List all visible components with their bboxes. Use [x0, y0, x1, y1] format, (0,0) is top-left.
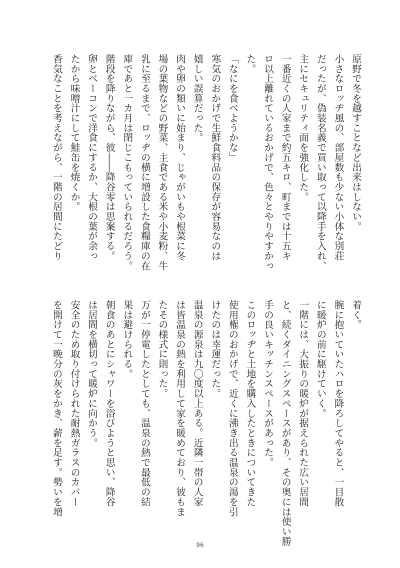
text-line: 卵とベーコンで洋食にするか、大根の葉が余っ — [86, 54, 98, 261]
text-line: 着く。 — [350, 300, 361, 330]
upper-text-block — [47, 54, 364, 276]
text-line: 香気なことを考えながら、一階の居間にたどり — [50, 54, 62, 261]
text-line: 小さなロッヂ風の、部屋数も少ない小体な別荘 — [332, 54, 344, 261]
text-line: たから味噌汁にして鮭缶を焼くか。 — [68, 54, 80, 212]
text-line: けたのは幸運だった。 — [209, 300, 221, 399]
text-line: 温泉の源泉は九〇度以上ある。近隣一帯の人家 — [191, 300, 203, 507]
text-line: ロ以上離れているおかげで、色々とやりやすかっ — [262, 54, 274, 271]
text-line: 肉や卵の類いに始まり、じゃがいもや根菜に冬 — [174, 54, 186, 261]
text-line: 場の葉物などの野菜、主食である米や小麦粉、牛 — [156, 54, 168, 271]
text-line: た。 — [244, 54, 256, 74]
text-line: 階段を降りながら、彼――降谷零は思案する。 — [103, 54, 115, 261]
text-line: は皆温泉の熱を利用して家を暖めており、彼もま — [174, 300, 186, 517]
text-line: 乳に至るまで、ロッヂの横に増設した食糧庫の在 — [138, 54, 150, 271]
text-line: 使用権のおかげで、近くに沸き出る温泉の湯を引 — [226, 300, 238, 517]
text-line: 朝食のあとにシャワーを浴びようと思い、降谷 — [103, 300, 115, 507]
text-line: 寒気のおかげで生鮮食料品の保存が容易なのは — [209, 54, 221, 261]
text-line: 一階には、大振りの暖炉が据えられた広い居間 — [297, 300, 309, 507]
text-line: に暖炉の前に駆けていく。 — [314, 300, 326, 419]
text-line: このロッヂと土地を購入したときについてきた — [244, 300, 256, 507]
text-line: 安全のため取り付けられた耐熱ガラスのカバー — [68, 300, 80, 507]
text-line: 腕に抱いていたハロを降ろしてやると、一目散 — [332, 300, 344, 507]
text-line: 一番近くの人家まで約五キロ、町までは十五キ — [279, 54, 291, 261]
text-line: 嬉しい誤算だった。 — [191, 54, 203, 143]
text-line: 手の良いキッチンスペースがあった。 — [262, 300, 274, 468]
text-line: を開けて一晩分の灰をかき、薪を足す。勢いを増 — [50, 300, 62, 517]
text-line: は居間を横切って暖炉に向かう。 — [86, 300, 98, 448]
text-line: 庫であと一カ月は閉じこもっていられるだろう。 — [121, 54, 133, 271]
text-line: と、続くダイニングスペースがあり、その奥には使い勝 — [279, 300, 291, 547]
text-line: 果は避けられる。 — [121, 300, 133, 379]
text-line: 「なにを食べようかな」 — [226, 54, 238, 163]
text-line: 万が一停電したとしても、温泉の熱で最低の結 — [138, 300, 150, 507]
text-line: 主にセキュリティ面を強化した。 — [297, 54, 309, 202]
text-line: 原野で冬を越すことなど出来はしない。 — [350, 54, 361, 232]
page-number: 96 — [196, 542, 204, 549]
text-line: たその様式に則った。 — [156, 300, 168, 399]
text-line: だったが、偽装名義で買い取って以降手を入れ、 — [314, 54, 326, 271]
